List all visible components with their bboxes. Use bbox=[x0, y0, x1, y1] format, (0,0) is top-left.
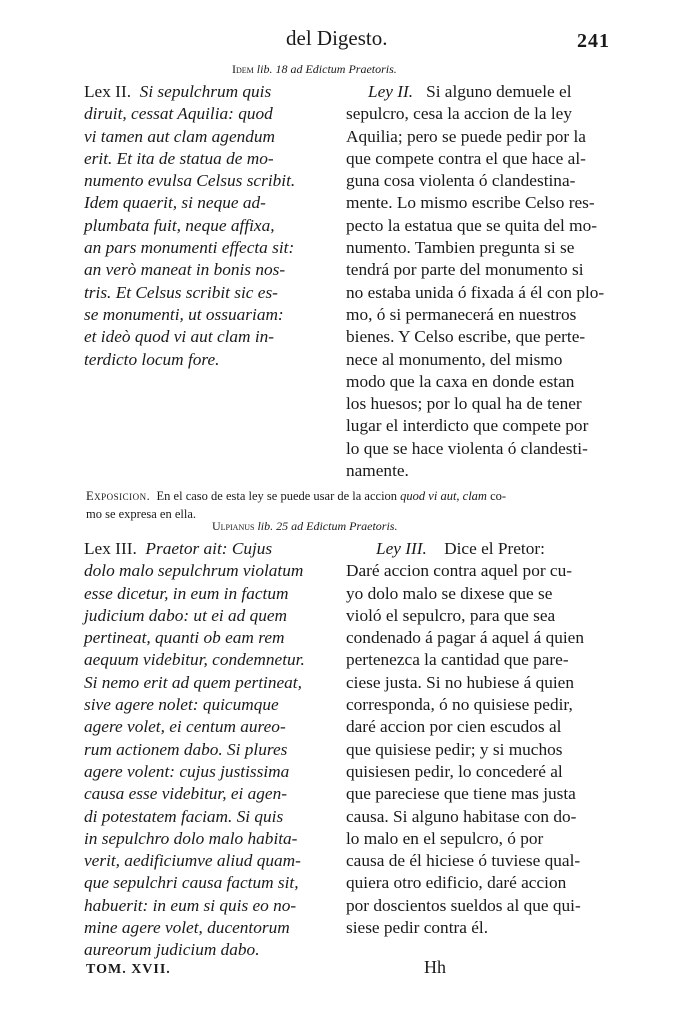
text-line: que sepulchri causa factum sit, bbox=[84, 873, 299, 893]
text-line: siese pedir contra él. bbox=[346, 918, 489, 938]
text-line: violó el sepulcro, para que sea bbox=[346, 605, 556, 625]
text-line: condenado á pagar á aquel á quien bbox=[346, 628, 584, 648]
text-line: plumbata fuit, neque affixa, bbox=[84, 215, 275, 235]
text-line: Lex III. Praetor ait: Cujus bbox=[84, 539, 273, 558]
source-reference: lib. 25 ad Edictum Praetoris. bbox=[257, 519, 398, 533]
text-line: que compete contra el que hace al- bbox=[346, 148, 586, 168]
text-line: mente. Lo mismo escribe Celso res- bbox=[346, 193, 595, 213]
text-line: terdicto locum fore. bbox=[84, 349, 220, 369]
text-line: no estaba unida ó fixada á él con plo- bbox=[346, 282, 605, 302]
text-line: Daré accion contra aquel por cu- bbox=[346, 561, 572, 581]
text-line: verit, aedificiumve aliud quam- bbox=[84, 851, 301, 871]
text-line: vi tamen aut clam agendum bbox=[84, 126, 276, 146]
latin-column-lex2 bbox=[84, 81, 336, 371]
text-line: agere volet, ei centum aureo- bbox=[84, 717, 286, 737]
text-line: sepulcro, cesa la accion de la ley bbox=[346, 104, 572, 124]
text-line: tendrá por parte del monumento si bbox=[346, 260, 584, 280]
text-line: an verò maneat in bonis nos- bbox=[84, 260, 286, 280]
source-reference: lib. 18 ad Edictum Praetoris. bbox=[256, 62, 397, 76]
source-author: Ulpianus bbox=[212, 519, 255, 533]
text-line: quisiesen pedir, lo concederé al bbox=[346, 761, 563, 781]
exposicion-note bbox=[86, 487, 606, 523]
running-header: del Digesto. bbox=[286, 26, 388, 50]
text-line: Ley III. Dice el Pretor: bbox=[376, 539, 545, 558]
text-line: agere volent: cujus justissima bbox=[84, 761, 290, 781]
exposicion-label: Exposicion. bbox=[86, 489, 151, 503]
text-line: ciese justa. Si no hubiese á quien bbox=[346, 672, 574, 692]
spanish-column-ley3 bbox=[346, 538, 616, 939]
exposicion-line: Exposicion. En el caso de esta ley se puede usar de la accion quod vi aut, clam co- bbox=[86, 489, 507, 503]
text-line: pertineat, quanti ob eam rem bbox=[84, 628, 285, 648]
text-line: guna cosa violenta ó clandestina- bbox=[346, 171, 576, 191]
text-line: esse dicetur, in eum in factum bbox=[84, 583, 289, 603]
source-citation bbox=[212, 519, 397, 534]
law-heading: Ley III. bbox=[376, 539, 427, 558]
source-author: Idem bbox=[232, 62, 254, 76]
text-line: lo que se hace violenta ó clandesti- bbox=[346, 438, 588, 458]
text-line: que quisiese pedir; y si muchos bbox=[346, 739, 563, 759]
signature-mark: Hh bbox=[424, 957, 446, 977]
text-line: habuerit: in eum si quis eo no- bbox=[84, 895, 297, 915]
text-line: mo, ó si permanecerá en nuestros bbox=[346, 304, 577, 324]
law-heading: Lex III. bbox=[84, 539, 137, 558]
text-line: los huesos; por lo qual ha de tener bbox=[346, 394, 582, 414]
text-line: di potestatem faciam. Si quis bbox=[84, 806, 284, 826]
source-citation bbox=[232, 62, 397, 77]
text-line: pertenezca la cantidad que pare- bbox=[346, 650, 569, 670]
text-line: bienes. Y Celso escribe, que perte- bbox=[346, 327, 586, 347]
text-line: diruit, cessat Aquilia: quod bbox=[84, 104, 273, 124]
text-line: rum actionem dabo. Si plures bbox=[84, 739, 288, 759]
text-line: se monumenti, ut ossuariam: bbox=[84, 304, 284, 324]
text-line: Si nemo erit ad quem pertineat, bbox=[84, 672, 302, 692]
law-heading: Ley II. bbox=[368, 82, 414, 101]
text-line: namente. bbox=[346, 461, 409, 481]
text-line: dolo malo sepulchrum violatum bbox=[84, 561, 304, 581]
volume-footer: TOM. XVII. bbox=[86, 962, 171, 977]
text-line: que pareciese que tiene mas justa bbox=[346, 784, 576, 804]
text-line: corresponda, ó no quisiese pedir, bbox=[346, 695, 573, 715]
spanish-column-ley2 bbox=[346, 81, 616, 482]
text-line: erit. Et ita de statua de mo- bbox=[84, 148, 274, 168]
text-line: lugar el interdicto que compete por bbox=[346, 416, 589, 436]
text-line: an pars monumenti effecta sit: bbox=[84, 238, 295, 258]
text-line: Ley II. Si alguno demuele el bbox=[368, 82, 572, 101]
text-line: modo que la caxa en donde estan bbox=[346, 371, 575, 391]
text-line: et ideò quod vi aut clam in- bbox=[84, 327, 275, 347]
text-line: Aquilia; pero se puede pedir por la bbox=[346, 126, 586, 146]
text-line: judicium dabo: ut ei ad quem bbox=[84, 605, 288, 625]
text-line: sive agere nolet: quicumque bbox=[84, 695, 279, 715]
text-line: in sepulchro dolo malo habita- bbox=[84, 828, 298, 848]
text-line: tris. Et Celsus scribit sic es- bbox=[84, 282, 278, 302]
exposicion-line: mo se expresa en ella. bbox=[86, 507, 197, 521]
text-line: Idem quaerit, si neque ad- bbox=[84, 193, 266, 213]
text-line: aureorum judicium dabo. bbox=[84, 940, 260, 960]
text-line: numento evulsa Celsus scribit. bbox=[84, 171, 296, 191]
law-heading: Lex II. bbox=[84, 82, 132, 101]
text-line: mine agere volet, ducentorum bbox=[84, 918, 290, 938]
text-line: numento. Tambien pregunta si se bbox=[346, 238, 575, 258]
text-line: lo malo en el sepulcro, ó por bbox=[346, 828, 544, 848]
text-line: Lex II. Si sepulchrum quis bbox=[84, 82, 272, 101]
text-line: por doscientos sueldos al que qui- bbox=[346, 895, 581, 915]
text-line: aequum videbitur, condemnetur. bbox=[84, 650, 305, 670]
text-line: causa de él hiciese ó tuviese qual- bbox=[346, 851, 581, 871]
latin-column-lex3 bbox=[84, 538, 336, 962]
text-line: pecto la estatua que se quita del mo- bbox=[346, 215, 597, 235]
text-line: yo dolo malo se dixese que se bbox=[346, 583, 553, 603]
text-line: nece al monumento, del mismo bbox=[346, 349, 563, 369]
text-line: quiera otro edificio, daré accion bbox=[346, 873, 567, 893]
page-number: 241 bbox=[577, 30, 610, 52]
text-line: daré accion por cien escudos al bbox=[346, 717, 562, 737]
text-line: causa. Si alguno habitase con do- bbox=[346, 806, 577, 826]
text-line: causa esse videbitur, ei agen- bbox=[84, 784, 288, 804]
